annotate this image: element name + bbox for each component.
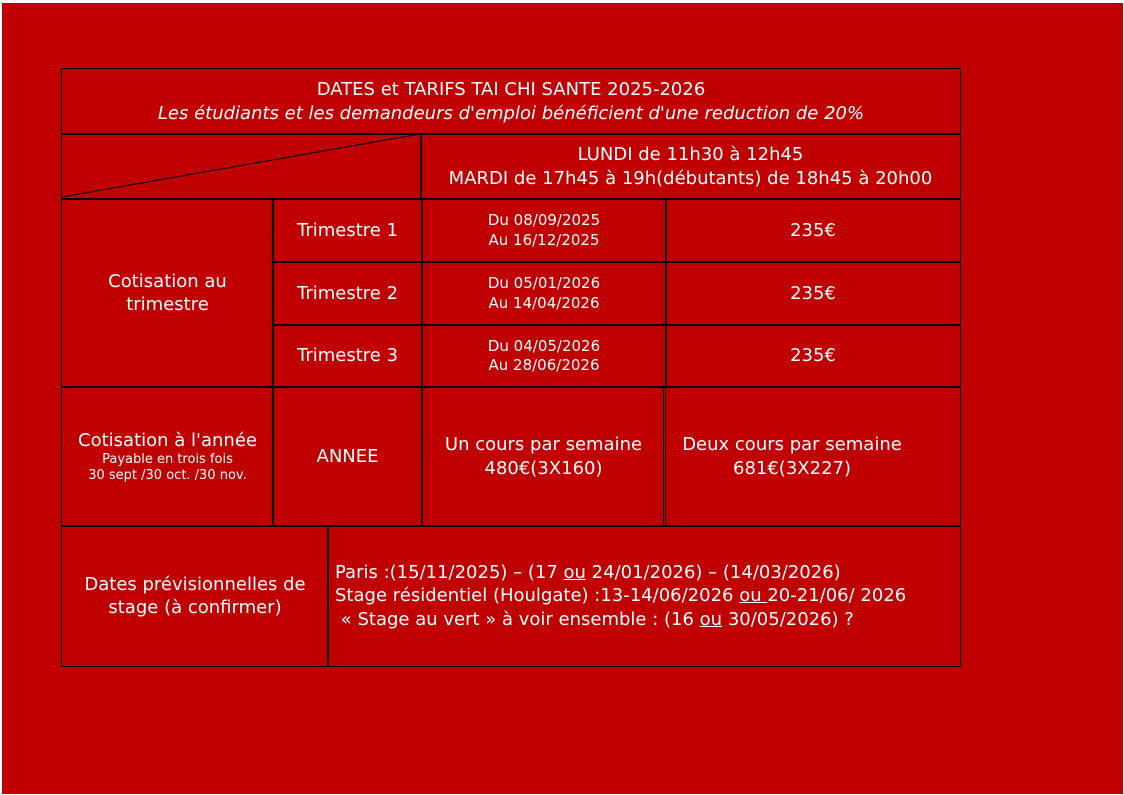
trimestre-3-dates-cell: [421, 324, 667, 388]
trimestre-2-from: Du 05/01/2026: [487, 274, 601, 292]
annee-label: Cotisation à l'année: [78, 429, 257, 451]
annee-option-1-label: Un cours par semaine: [444, 434, 643, 456]
trimestre-3-name: Trimestre 3: [296, 345, 399, 367]
stage-paris-ou: ou: [563, 561, 586, 583]
stage-residentiel-ou: ou: [739, 585, 768, 607]
trimestre-1-from: Du 08/09/2025: [487, 211, 601, 229]
table-title: DATES et TARIFS TAI CHI SANTE 2025-2026: [316, 79, 706, 101]
annee-name: ANNEE: [316, 445, 379, 467]
schedule-line-monday: LUNDI de 11h30 à 12h45: [577, 144, 804, 166]
trimestre-2-price: 235€: [790, 282, 836, 304]
stages-label-cell: [61, 525, 329, 667]
stage-paris-text: Paris :(15/11/2025) – (17: [335, 561, 564, 583]
trimestre-3-from: Du 04/05/2026: [487, 336, 601, 355]
header-cell: [61, 68, 961, 135]
stage-paris-text-end: 24/01/2026) – (14/03/2026): [585, 561, 841, 583]
annee-option-2-price: 681€(3X227): [733, 457, 851, 479]
stages-dates-cell: [327, 525, 961, 667]
trimestre-3-name-cell: [272, 324, 423, 388]
stage-vert-text: « Stage au vert » à voir ensemble : (16: [335, 608, 700, 630]
page: [2, 3, 1123, 794]
schedule-line-tuesday: MARDI de 17h45 à 19h(débutants) de 18h45 à 20h00: [448, 167, 933, 189]
trimestre-2-name: Trimestre 2: [296, 282, 399, 304]
diagonal-line: [62, 134, 420, 198]
table-subtitle: Les étudiants et les demandeurs d'emploi bénéficient d'une reduction de 20%: [157, 102, 865, 124]
trimestre-2-dates-cell: [421, 261, 667, 326]
trimestre-2-name-cell: [272, 261, 423, 326]
trimestre-1-name-cell: [272, 198, 423, 263]
trimestre-1-price: 235€: [790, 219, 836, 241]
annee-note-dates: 30 sept /30 oct. /30 nov.: [88, 468, 247, 484]
trimestre-3-price: 235€: [790, 345, 836, 367]
annee-name-cell: [272, 386, 423, 527]
trimestre-2-price-cell: [665, 261, 961, 326]
stage-vert-text-end: 30/05/2026) ?: [722, 608, 854, 630]
trimestre-1-name: Trimestre 1: [296, 219, 399, 241]
trimestre-3-to: Au 28/06/2026: [488, 356, 600, 374]
stage-residentiel-text-end: 20-21/06/ 2026: [767, 585, 907, 607]
diagonal-cell: [61, 133, 422, 200]
trimestre-label: Cotisation au trimestre: [108, 270, 227, 315]
stages-label: Dates prévisionnelles de stage (à confirmer): [84, 573, 306, 618]
stage-vert-line: [335, 608, 854, 631]
trimestre-label-cell: [61, 198, 274, 388]
annee-option-2-label: Deux cours par semaine: [682, 434, 902, 456]
stage-paris-line: [335, 561, 841, 584]
annee-option-1-cell: [421, 386, 666, 527]
trimestre-2-to: Au 14/04/2026: [488, 293, 600, 312]
trimestre-1-price-cell: [665, 198, 961, 263]
trimestre-1-to: Au 16/12/2025: [488, 230, 600, 249]
annee-option-1-price: 480€(3X160): [484, 457, 603, 479]
stage-residentiel-text: Stage résidentiel (Houlgate) :13-14/06/2026: [335, 585, 740, 607]
stage-residentiel-line: [335, 584, 906, 607]
annee-label-cell: [61, 386, 274, 527]
trimestre-3-price-cell: [665, 324, 961, 388]
stage-vert-ou: ou: [699, 608, 723, 630]
annee-note-payable: Payable en trois fois: [102, 451, 233, 467]
trimestre-1-dates-cell: [421, 198, 667, 263]
annee-option-2-cell: [663, 386, 961, 527]
schedule-cell: [420, 133, 961, 200]
